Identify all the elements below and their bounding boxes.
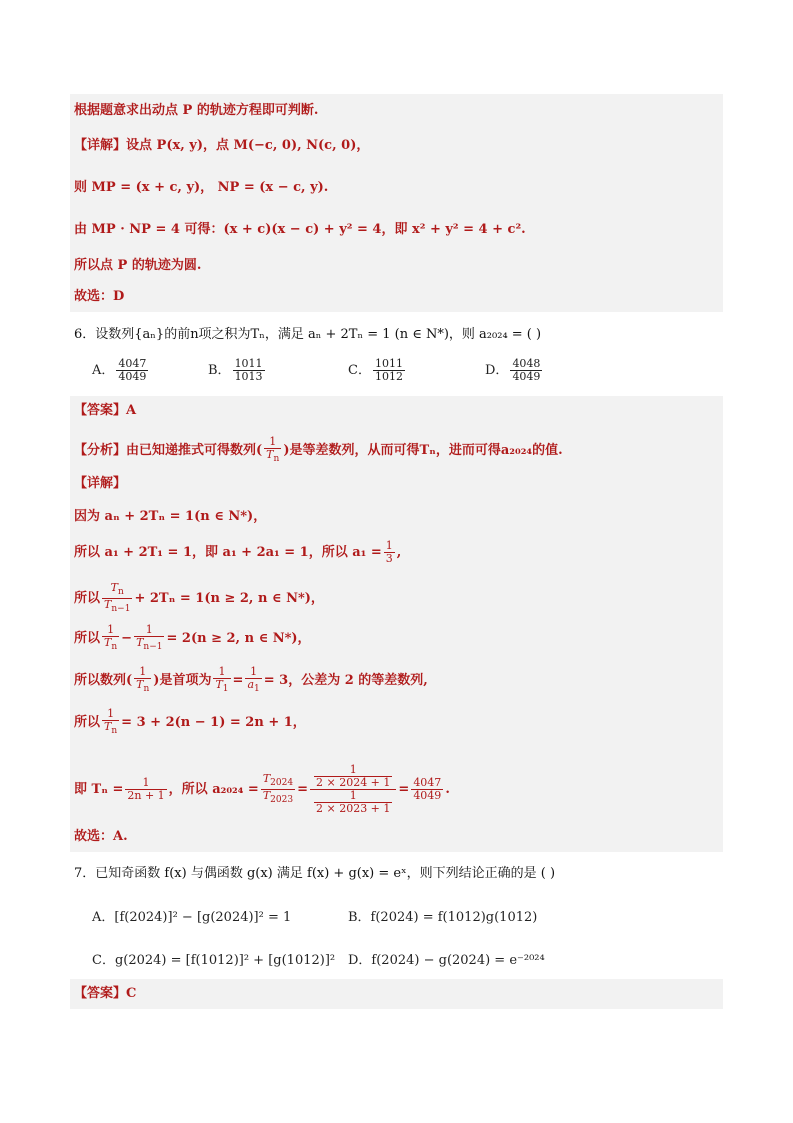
q7-option-c: C．g(2024) = [f(1012)]² + [g(1012)]²	[92, 953, 336, 968]
q5-dot-product: 由 MP · NP = 4 可得：(x + c)(x − c) + y² = 4，即 x² + y² = 4 + c².	[74, 222, 526, 237]
q6-analysis: 【分析】由已知递推式可得数列( $\frac{1}{T_n}$ )是等差数列，从而可得Tₙ，进而可得a₂₀₂₄的值.	[74, 435, 563, 464]
q6-option-d: D． $\frac{4048}{4049}$	[485, 357, 541, 383]
q6-step-6: 所以 $\frac{1}{T_n}$ = 3 + 2(n − 1) = 2n + 1，	[74, 707, 306, 736]
q6-final-answer: 故选：A.	[74, 829, 128, 844]
q5-intro: 根据题意求出动点 P 的轨迹方程即可判断.	[74, 103, 319, 118]
solution-block-q5	[70, 94, 723, 312]
q5-answer: 故选：D	[74, 289, 125, 304]
q7-option-d: D．f(2024) − g(2024) = e⁻²⁰²⁴	[348, 953, 545, 968]
q6-answer: 【答案】A	[74, 403, 137, 418]
q6-option-c: C． $\frac{1011}{1012}$	[348, 357, 403, 383]
q6-option-b: B． $\frac{1011}{1013}$	[208, 357, 263, 383]
q6-step-3: 所以 $\frac{T_n}{T_{n-1}}$ + 2Tₙ = 1(n ≥ 2, n ∈ N*)，	[74, 581, 324, 614]
q6-step-7: 即 Tₙ = $\frac{1}{2n + 1}$ ，所以 a₂₀₂₄ = $\frac{T_{2024}}{T_{2023}}$ = $\frac{\frac{1}{2 \times 2024 + 1}}{\frac{1}{2 \times 2023 + 1}}$ = $\frac{4047}{4049}$ .	[74, 763, 450, 815]
q6-step-2: 所以 a₁ + 2T₁ = 1，即 a₁ + 2a₁ = 1，所以 a₁ = $\frac{1}{3}$ ,	[74, 539, 402, 565]
q7-option-b: B．f(2024) = f(1012)g(1012)	[348, 910, 538, 925]
q6-stem: 6．设数列{aₙ}的前n项之积为Tₙ，满足 aₙ + 2Tₙ = 1 (n ∈ N*)，则 a₂₀₂₄ = ( )	[74, 327, 542, 342]
q7-answer: 【答案】C	[74, 986, 137, 1001]
q6-step-1: 因为 aₙ + 2Tₙ = 1(n ∈ N*)，	[74, 509, 267, 524]
q5-conclusion: 所以点 P 的轨迹为圆.	[74, 258, 202, 273]
q5-detail: 【详解】设点 P(x, y)，点 M(−c, 0), N(c, 0)，	[74, 138, 370, 153]
answer-block-q7	[70, 979, 723, 1009]
q7-option-a: A．[f(2024)]² − [g(2024)]² = 1	[92, 910, 292, 925]
q6-step-5: 所以数列( $\frac{1}{T_n}$ )是首项为 $\frac{1}{T_1}$ = $\frac{1}{a_1}$ = 3，公差为 2 的等差数列,	[74, 665, 428, 694]
q6-step-4: 所以 $\frac{1}{T_n}$ − $\frac{1}{T_{n-1}}$ = 2(n ≥ 2, n ∈ N*)，	[74, 623, 311, 652]
q5-vectors: 则 MP = (x + c, y)， NP = (x − c, y).	[74, 180, 329, 195]
q6-option-a: A． $\frac{4047}{4049}$	[92, 357, 147, 383]
q7-stem: 7．已知奇函数 f(x) 与偶函数 g(x) 满足 f(x) + g(x) = eˣ，则下列结论正确的是 ( )	[74, 866, 556, 881]
q6-detail-tag: 【详解】	[74, 476, 127, 491]
